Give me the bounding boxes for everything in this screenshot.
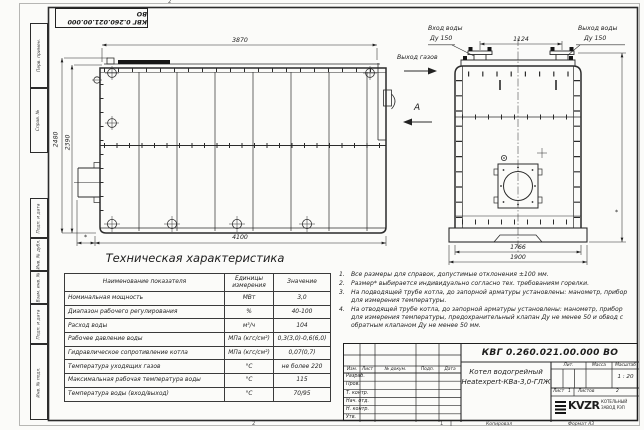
dim-4100: 4100: [232, 234, 248, 241]
support-symbols: [104, 216, 315, 232]
designation: КВГ 0.260.021.00.000 ВО: [481, 347, 619, 358]
water-flanges: [468, 47, 574, 60]
mass-label: Масса: [592, 363, 606, 368]
sheets-label: Листов: [578, 389, 595, 395]
margin-label: Подп. и дата: [36, 309, 42, 339]
spec-value: 0,07(0,7): [274, 346, 331, 360]
spec-value: 70/95: [274, 387, 331, 401]
spec-name: Гидравлическое сопротивление котла: [65, 346, 225, 360]
lit-label: Лит.: [563, 363, 574, 368]
kvzr-logo-icon: [555, 401, 566, 414]
dim-2480: 2480: [52, 131, 60, 148]
margin-box-podp-data-2: [30, 304, 48, 344]
spec-value: 104: [274, 319, 331, 333]
col-header-podp: Подп.: [420, 367, 435, 372]
company-name-line1: КОТЕЛЬНЫЙ: [601, 399, 628, 404]
spec-unit: %: [225, 305, 274, 319]
table-row: [65, 292, 331, 306]
spec-value: 40-100: [274, 305, 331, 319]
spec-unit: °С: [225, 360, 274, 374]
note-item: Все размеры для справок, допустимые отклонения ±100 мм.: [351, 271, 549, 278]
water-outlet-dn: Ду 150: [584, 35, 607, 42]
notes-list: [336, 271, 636, 331]
kopiroval-label: Копировал: [486, 422, 513, 427]
dim-height-asterisk: *: [615, 209, 619, 216]
col-header-dokum: № докум.: [384, 367, 407, 372]
scale-label: Масштаб: [615, 363, 636, 368]
product-name-line1: Котел водогрейный: [469, 368, 543, 376]
table-row: [65, 319, 331, 333]
sheet-value: 1: [568, 389, 571, 395]
water-inlet-dn: Ду 150: [430, 35, 453, 42]
view-a-label: А: [414, 103, 421, 113]
margin-box-inv-dubl: [30, 238, 48, 271]
spec-value: 3,0: [274, 292, 331, 306]
spec-name: Температура воды (вход/выход): [65, 387, 225, 401]
zone-marker-top: 2: [168, 0, 172, 5]
margin-box-podp-data-1: [30, 198, 48, 238]
margin-box-perv-primen: [30, 23, 48, 88]
row-label-prov: Пров.: [346, 382, 360, 388]
company-logo-text: KVZR: [568, 399, 600, 412]
spec-name: Температура уходящих газов: [65, 360, 225, 374]
margin-label: Перв. примен.: [36, 39, 42, 72]
dim-3870: 3870: [232, 36, 248, 44]
side-view-drawing: [62, 45, 395, 246]
col-header-list: Лист: [361, 367, 374, 372]
spec-table: [64, 273, 331, 402]
spec-header-row: [65, 274, 331, 292]
format-label: Формат А3: [568, 422, 595, 427]
dim-1766: 1766: [510, 243, 526, 251]
table-row: [65, 387, 331, 401]
spec-table-title: Техническая характеристика: [105, 251, 285, 265]
margin-box-inv-podl: [30, 344, 48, 420]
table-row: [65, 374, 331, 388]
row-label-nkontr: Н. контр.: [346, 407, 369, 412]
spec-unit: °С: [225, 374, 274, 388]
note-item: На отводящей трубе котла, до запорной арматуры установлены: манометр, прибор для измерения температуры, предохранительный клапан Ду не менее 50 и обвод с обратным клапаном Ду не менее 50 мм.: [351, 306, 624, 330]
stamp-designation: КВГ 0.260.021.00.000 ВО: [67, 10, 147, 26]
front-view-dimensions: [428, 41, 626, 265]
margin-label: Взам. инв. №: [36, 272, 42, 303]
spec-unit: МПа (кгс/см²): [225, 333, 274, 347]
zone-marker-bottom-left: 2: [252, 421, 256, 427]
title-block: [343, 343, 638, 421]
dim-2390: 2390: [64, 134, 72, 151]
spec-unit: °С: [225, 387, 274, 401]
scale-value: 1 : 20: [617, 374, 634, 380]
col-header-izm: Изм.: [346, 367, 358, 372]
table-row: [65, 305, 331, 319]
spec-header-name: Наименование показателя: [65, 274, 225, 292]
col-header-data: Дата: [444, 367, 456, 372]
gas-outlet-label: Выход газов: [397, 54, 438, 61]
note-item: На подводящей трубе котла, до запорной арматуры установлены: манометр, прибор для измерения температуры.: [351, 289, 628, 305]
water-outlet-label: Выход воды: [578, 25, 618, 32]
zone-marker-bottom-right: 1: [440, 421, 444, 427]
view-a-arrow: [403, 119, 432, 126]
spec-name: Максимальная рабочая температура воды: [65, 374, 225, 388]
spec-name: Рабочее давление воды: [65, 333, 225, 347]
table-row: [65, 333, 331, 347]
row-label-nachotd: Нач. отд.: [346, 398, 370, 404]
sheet-label: Лист: [553, 389, 565, 395]
spec-header-value: Значение: [274, 274, 331, 292]
row-label-utv: Утв.: [346, 415, 357, 421]
company-name-line2: ЗАВОД РЭП: [601, 405, 625, 410]
dim-1900: 1900: [510, 253, 526, 261]
burner-mount: [74, 163, 100, 203]
spec-name: Диапазон рабочего регулирования: [65, 305, 225, 319]
spec-unit: МПа (кгс/см²): [225, 346, 274, 360]
inverted-designation-stamp: [55, 8, 148, 28]
table-row: [65, 346, 331, 360]
dim-burner-asterisk: *: [84, 234, 88, 241]
sheets-value: 2: [616, 389, 619, 395]
row-label-razrab: Разраб.: [346, 374, 365, 380]
lifting-lug-symbols: [92, 66, 377, 130]
dim-1124: 1124: [513, 35, 529, 43]
row-label-tkontr: Т. контр.: [346, 390, 369, 396]
spec-unit: МВт: [225, 292, 274, 306]
product-name-line2: Heatexpert-КВа-3,0-ГЛЖ: [461, 378, 551, 386]
spec-value: 115: [274, 374, 331, 388]
note-item: Размер* выбирается индивидуально согласно тех. требованиям горелки.: [351, 280, 590, 288]
water-inlet-label: Вход воды: [428, 25, 463, 32]
spec-name: Номинальная мощность: [65, 292, 225, 306]
gas-flow-arrow: [404, 68, 437, 75]
table-row: [65, 360, 331, 374]
spec-name: Расход воды: [65, 319, 225, 333]
margin-box-sprav-no: [30, 88, 48, 153]
front-view-drawing: [428, 35, 626, 265]
margin-label: Инв. № подл.: [36, 366, 42, 398]
spec-value: не более 220: [274, 360, 331, 374]
spec-unit: м³/ч: [225, 319, 274, 333]
margin-label: Справ. №: [36, 109, 42, 132]
spec-value: 0,3(3,0)-0,6(6,0): [274, 333, 331, 347]
margin-label: Подп. и дата: [36, 203, 42, 233]
margin-label: Инв. № дубл.: [36, 239, 42, 270]
spec-header-units: Единицы измерения: [225, 274, 274, 292]
margin-box-vzam-inv: [30, 271, 48, 304]
